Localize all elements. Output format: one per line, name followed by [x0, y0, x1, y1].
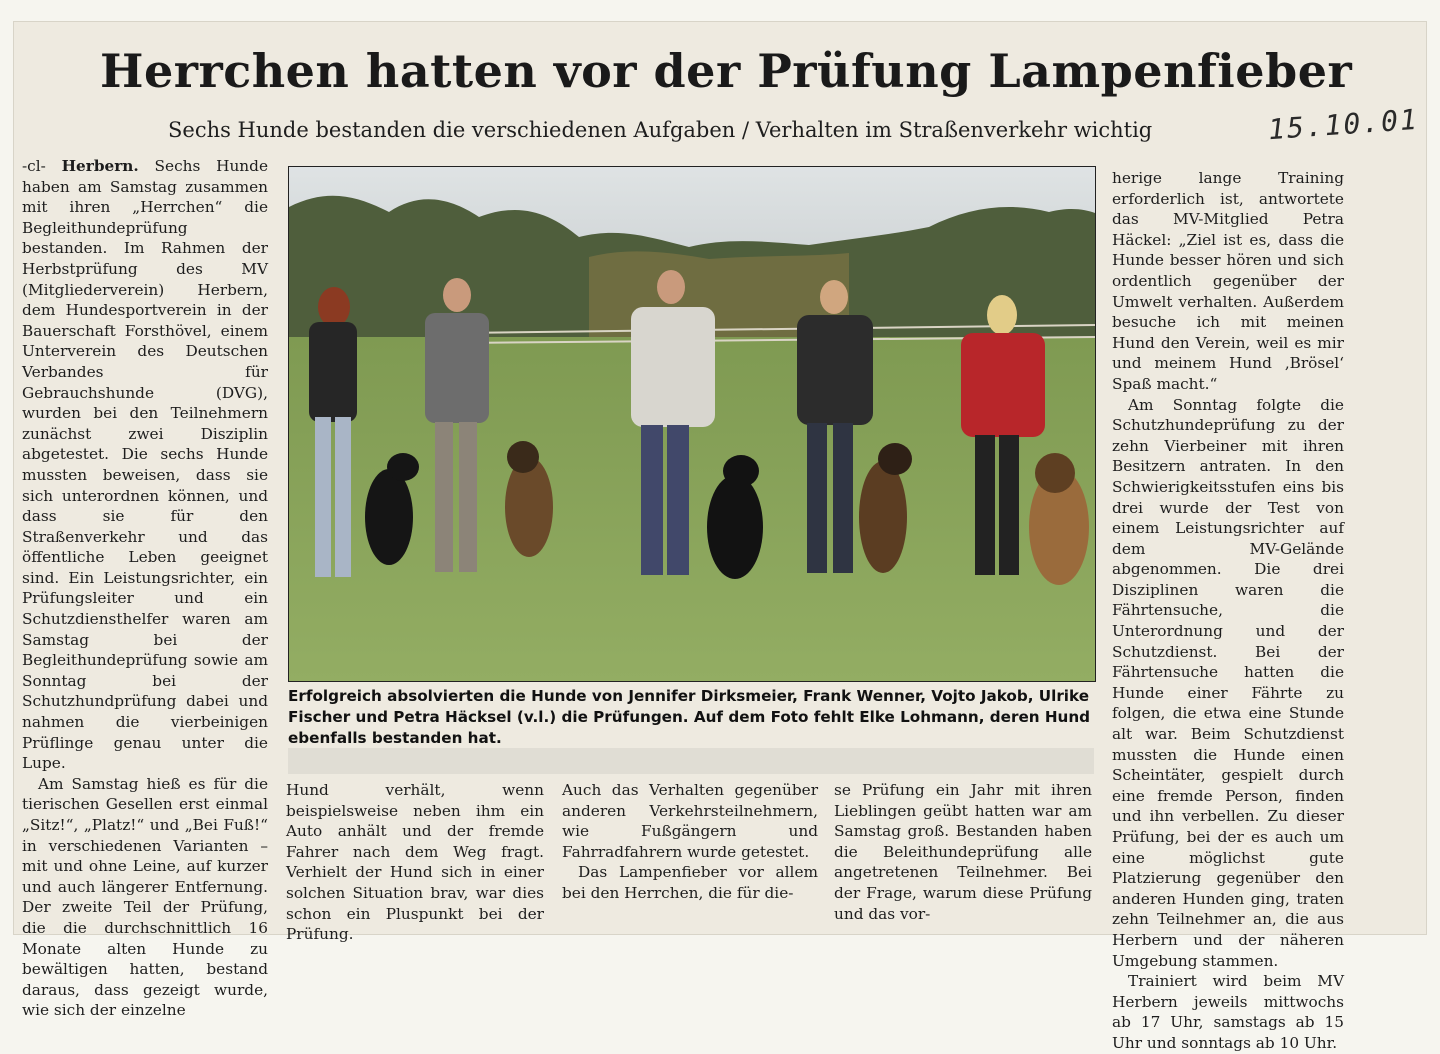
article-paragraph: Das Lampenfieber vor allem bei den Herrchen, die für die- — [562, 863, 818, 902]
article-column-5 — [1112, 168, 1344, 1054]
bleed-through-band — [288, 748, 1094, 774]
photo-illustration — [289, 167, 1095, 681]
article-paragraph: herige lange Training erforderlich ist, antwortete das MV-Mitglied Petra Häckel: „Ziel ist es, dass die Hunde besser hören und sich ordentlich gegenüber der Umwelt verhalten. Außerdem besuche ich mit meinen Hund den Verein, weil es mir und meinem Hund ‚Brösel‘ Spaß macht.“ — [1112, 169, 1344, 393]
article-column-3 — [562, 780, 818, 904]
adjacent-article-fragment — [1340, 150, 1426, 210]
handwritten-date: 15.10.01 — [1267, 102, 1420, 147]
dateline-prefix: -cl- — [22, 157, 62, 175]
article-column-1 — [22, 156, 268, 1021]
article-paragraph: Am Sonntag folgte die Schutzhundeprüfung zu der zehn Vierbeiner mit ihren Besitzern antraten. In den Schwierigkeitsstufen eins bis drei wurde der Test von einem Leistungsrichter auf dem MV-Gelände abgenommen. Die drei Disziplinen waren die Fährtensuche, die Unterordnung und der Schutzdienst. Bei der Fährtensuche hatten die Hunde einer Fährte zu folgen, die etwa eine Stunde alt war. Beim Schutzdienst mussten die Hunde einen Scheintäter, gespielt durch eine fremde Person, finden und ihn verbellen. Zu dieser Prüfung, bei der es auch um eine möglichst gute Platzierung gegenüber den anderen Hunden ging, traten zehn Teilnehmer an, die aus Herbern und der näheren Umgebung stammen. — [1112, 395, 1344, 970]
headline: Herrchen hatten vor der Prüfung Lampenfieber — [100, 44, 1353, 98]
dateline: Herbern. — [61, 157, 139, 175]
subheadline: Sechs Hunde bestanden die verschiedenen Aufgaben / Verhalten im Straßenverkehr wichtig — [168, 118, 1153, 142]
article-paragraph: se Prüfung ein Jahr mit ihren Lieblingen geübt hatten war am Samstag groß. Bestanden haben die Beleithundeprüfung alle angetretenen Teilnehmer. Bei der Frage, warum diese Prüfung und das vor- — [834, 781, 1092, 923]
photo-caption: Erfolgreich absolvierten die Hunde von Jennifer Dirksmeier, Frank Wenner, Vojto Jakob, Ulrike Fischer und Petra Häcksel (v.l.) die Prüfungen. Auf dem Foto fehlt Elke Lohmann, deren Hund ebenfalls bestanden hat. — [288, 687, 1091, 747]
article-column-4 — [834, 780, 1092, 924]
article-paragraph — [22, 156, 268, 774]
article-paragraph: Hund verhält, wenn beispielsweise neben ihm ein Auto anhält und der fremde Fahrer nach dem Weg fragt. Verhielt der Hund sich in einer solchen Situation brav, war dies schon ein Pluspunkt bei der Prüfung. — [286, 781, 544, 944]
paragraph-text: Sechs Hunde haben am Samstag zusammen mit ihren „Herrchen“ die Begleithundeprüfung bestanden. Im Rahmen der Herbstprüfung des MV (Mitgliederverein) Herbern, dem Hundesportverein in der Bauerschaft Forsthövel, einem Unterverein des Deutschen Verbandes für Gebrauchshunde (DVG), wurden bei den Teilnehmern zunächst zwei Disziplin abgetestet. Die sechs Hunde mussten beweisen, dass sie sich unterordnen können, und dass sie für den Straßenverkehr und das öffentliche Leben geeignet sind. Ein Leistungsrichter, ein Prüfungsleiter und ein Schutzdiensthelfer waren am Samstag bei der Begleithundeprüfung sowie am Sonntag bei der Schutzhundprüfung dabei und nahmen die vierbeinigen Prüflinge genau unter die Lupe. — [22, 157, 268, 773]
article-paragraph: Am Samstag hieß es für die tierischen Gesellen erst einmal „Sitz!“, „Platz!“ und „Bei Fuß!“ in verschiedenen Varianten – mit und ohne Leine, auf kurzer und auch längerer Entfernung. Der zweite Teil der Prüfung, die die durchschnittlich 16 Monate alten Hunde zu bewältigen hatten, bestand daraus, dass gezeigt wurde, wie sich der einzelne — [22, 774, 268, 1020]
article-paragraph: Trainiert wird beim MV Herbern jeweils mittwochs ab 17 Uhr, samstags ab 15 Uhr und sonntags ab 10 Uhr. — [1112, 972, 1344, 1052]
article-column-2 — [286, 780, 544, 945]
article-photo — [288, 166, 1096, 682]
article-paragraph: Auch das Verhalten gegenüber anderen Verkehrsteilnehmern, wie Fußgängern und Fahrradfahrern wurde getestet. — [562, 781, 818, 861]
